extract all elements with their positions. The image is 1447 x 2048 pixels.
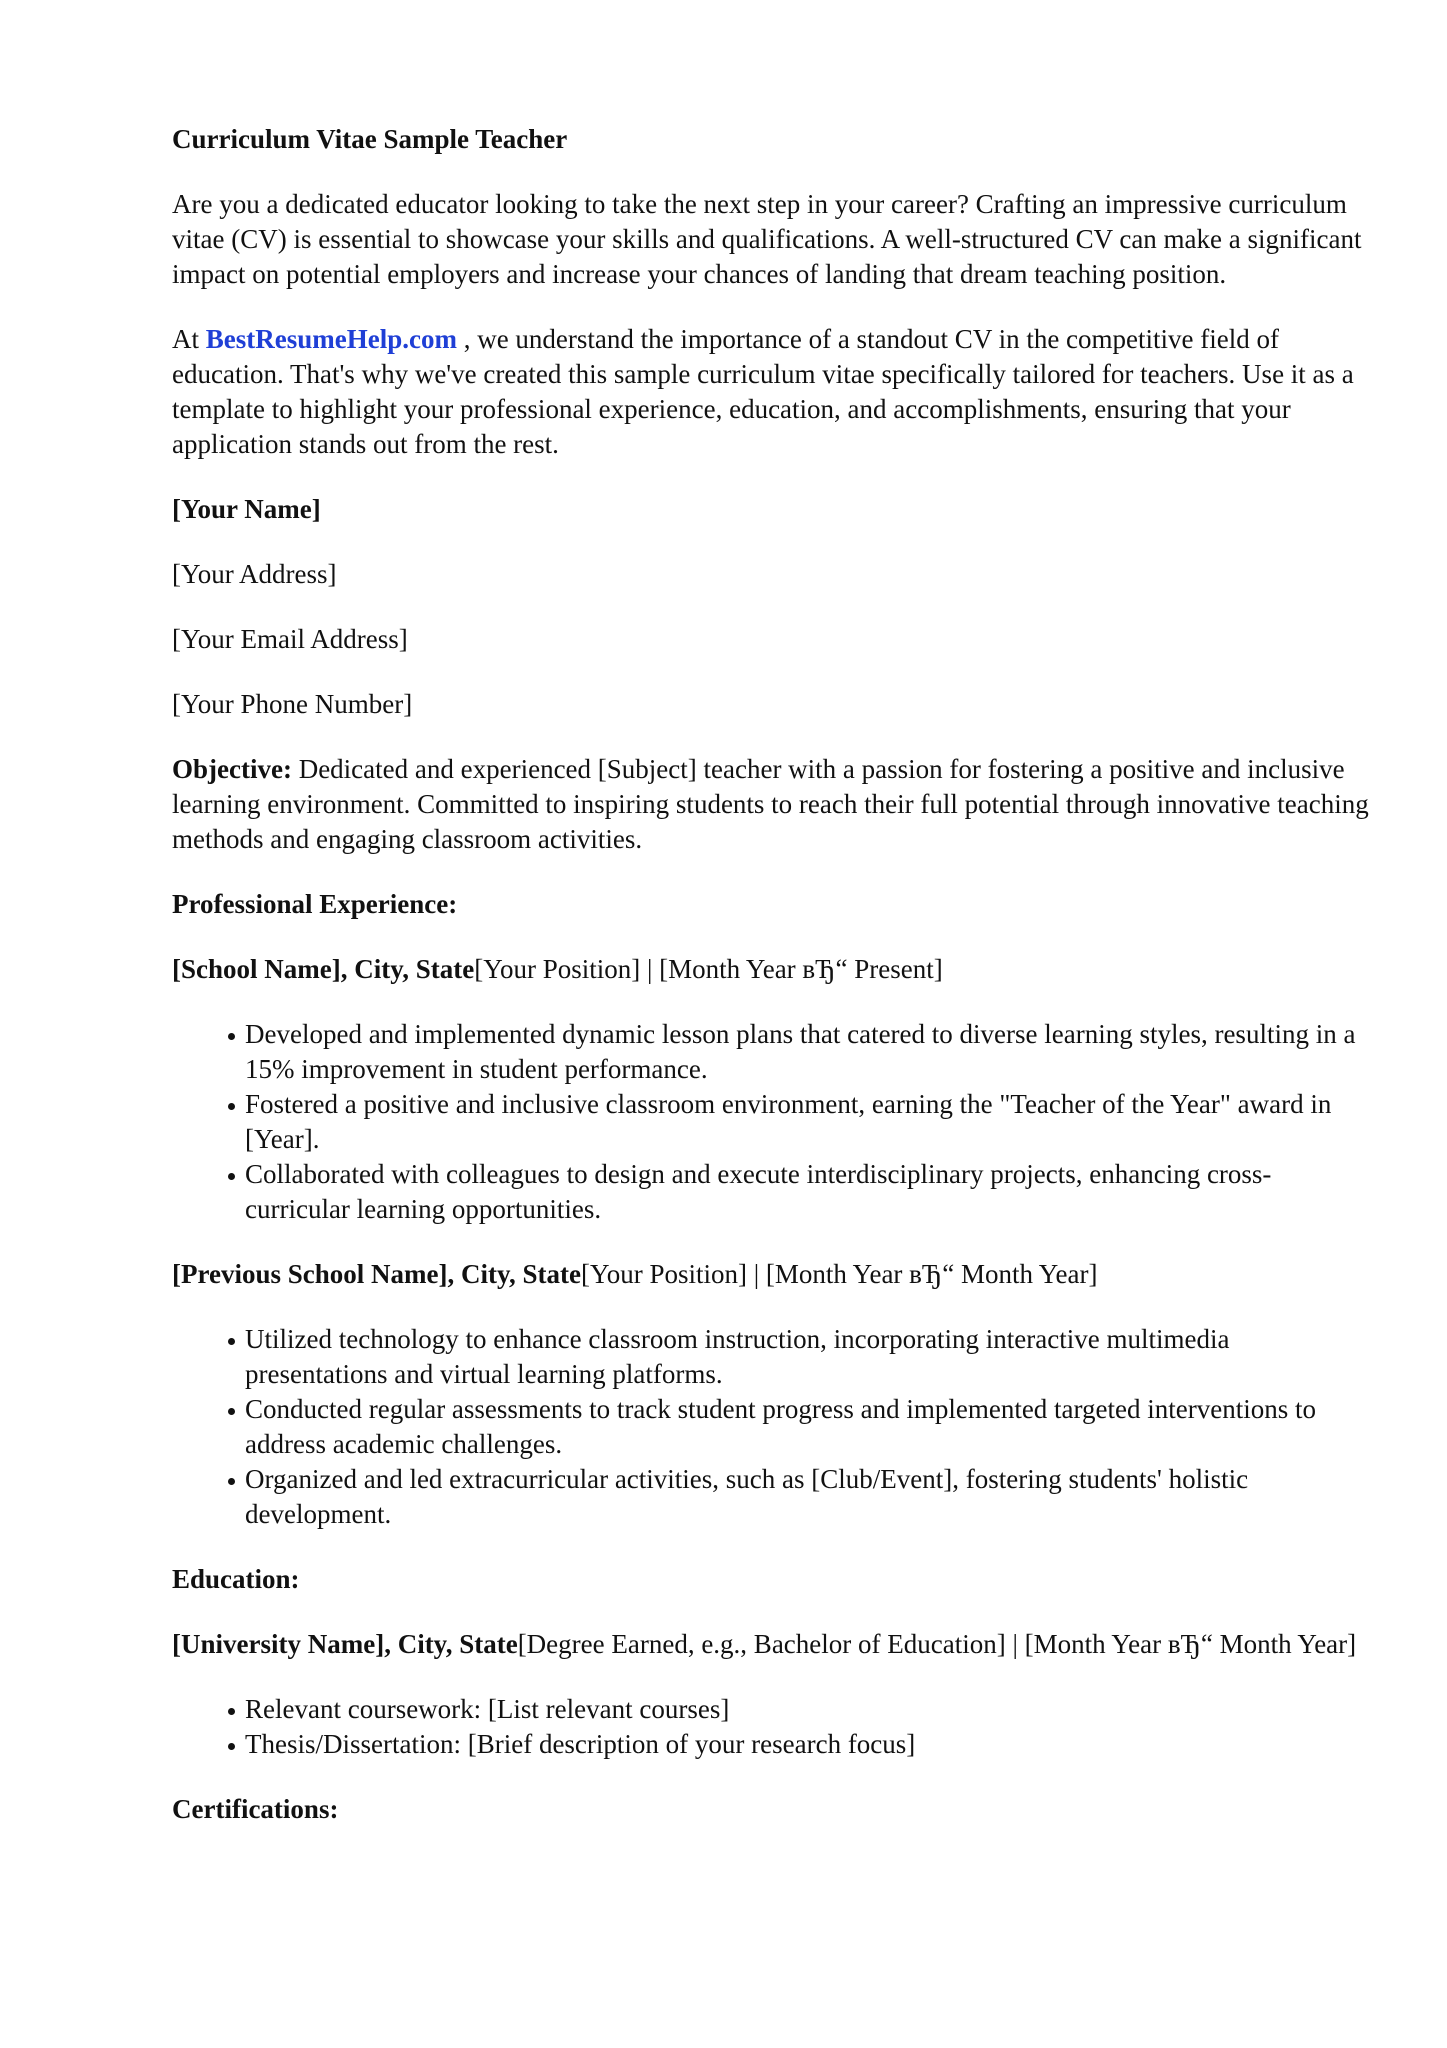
- document-title: Curriculum Vitae Sample Teacher: [172, 124, 568, 154]
- list-item: [172, 1157, 1372, 1227]
- education-heading: Education:: [172, 1564, 300, 1594]
- your-address: [Your Address]: [172, 559, 337, 589]
- certifications-heading: Certifications:: [172, 1794, 339, 1824]
- bullet-icon: [228, 1743, 235, 1750]
- job2-header: [172, 1257, 1372, 1292]
- list-item: [172, 1727, 1372, 1762]
- list-item-text: Organized and led extracurricular activities, such as [Club/Event], fostering students' holistic development.: [245, 1464, 1249, 1529]
- list-item-text: Developed and implemented dynamic lesson plans that catered to diverse learning styles, resulting in a 15% improvement in student performance.: [245, 1019, 1356, 1084]
- objective-label: Objective:: [172, 754, 292, 784]
- list-item: [172, 1392, 1372, 1462]
- list-item-text: Fostered a positive and inclusive classroom environment, earning the "Teacher of the Year" award in [Year].: [245, 1089, 1332, 1154]
- bullet-icon: [228, 1338, 235, 1345]
- list-item: [172, 1322, 1372, 1392]
- document-content: [172, 122, 1372, 1827]
- list-item: [172, 1017, 1372, 1087]
- objective-text: Dedicated and experienced [Subject] teacher with a passion for fostering a positive and inclusive learning environment. Committed to inspiring students to reach their full potential through innovative teaching methods and engaging classroom activities.: [172, 754, 1369, 854]
- job2-position: [Your Position] | [Month Year вЂ“ Month Year]: [580, 1259, 1098, 1289]
- education-bullet-list: [172, 1692, 1372, 1762]
- bestresumehelp-link[interactable]: BestResumeHelp.com: [205, 324, 457, 354]
- education-header: [172, 1627, 1372, 1662]
- bullet-icon: [228, 1033, 235, 1040]
- bullet-icon: [228, 1103, 235, 1110]
- list-item-text: Collaborated with colleagues to design and execute interdisciplinary projects, enhancing cross-curricular learning opportunities.: [245, 1159, 1272, 1224]
- at-prefix: At: [172, 324, 206, 354]
- bullet-icon: [228, 1708, 235, 1715]
- list-item: [172, 1087, 1372, 1157]
- site-paragraph-rest: , we understand the importance of a standout CV in the competitive field of education. That's why we've created this sample curriculum vitae specifically tailored for teachers. Use it as a template to highlight your professional experience, education, and accomplishments, ensuring that your application stands out from the rest.: [172, 324, 1354, 459]
- bullet-icon: [228, 1173, 235, 1180]
- job2-bullet-list: [172, 1322, 1372, 1532]
- intro-paragraph: Are you a dedicated educator looking to take the next step in your career? Crafting an impressive curriculum vitae (CV) is essential to showcase your skills and qualifications. A well-structured CV can make a significant impact on potential employers and increase your chances of landing that dream teaching position.: [172, 189, 1362, 289]
- your-phone: [Your Phone Number]: [172, 689, 413, 719]
- objective-paragraph: [172, 752, 1372, 857]
- your-email: [Your Email Address]: [172, 624, 408, 654]
- job1-bullet-list: [172, 1017, 1372, 1227]
- list-item-text: Conducted regular assessments to track student progress and implemented targeted interventions to address academic challenges.: [245, 1394, 1316, 1459]
- job2-school: [Previous School Name], City, State: [172, 1259, 581, 1289]
- list-item: [172, 1692, 1372, 1727]
- job1-header: [172, 952, 1372, 987]
- list-item-text: Utilized technology to enhance classroom instruction, incorporating interactive multimedia presentations and virtual learning platforms.: [245, 1324, 1230, 1389]
- bullet-icon: [228, 1478, 235, 1485]
- job1-school: [School Name], City, State: [172, 954, 475, 984]
- degree-info: [Degree Earned, e.g., Bachelor of Education] | [Month Year вЂ“ Month Year]: [517, 1629, 1357, 1659]
- experience-heading: Professional Experience:: [172, 889, 458, 919]
- list-item: [172, 1462, 1372, 1532]
- job1-position: [Your Position] | [Month Year вЂ“ Present]: [474, 954, 943, 984]
- list-item-text: Relevant coursework: [List relevant courses]: [245, 1694, 730, 1724]
- list-item-text: Thesis/Dissertation: [Brief description of your research focus]: [245, 1729, 916, 1759]
- bullet-icon: [228, 1408, 235, 1415]
- university-name: [University Name], City, State: [172, 1629, 518, 1659]
- site-paragraph: [172, 322, 1372, 462]
- your-name: [Your Name]: [172, 494, 321, 524]
